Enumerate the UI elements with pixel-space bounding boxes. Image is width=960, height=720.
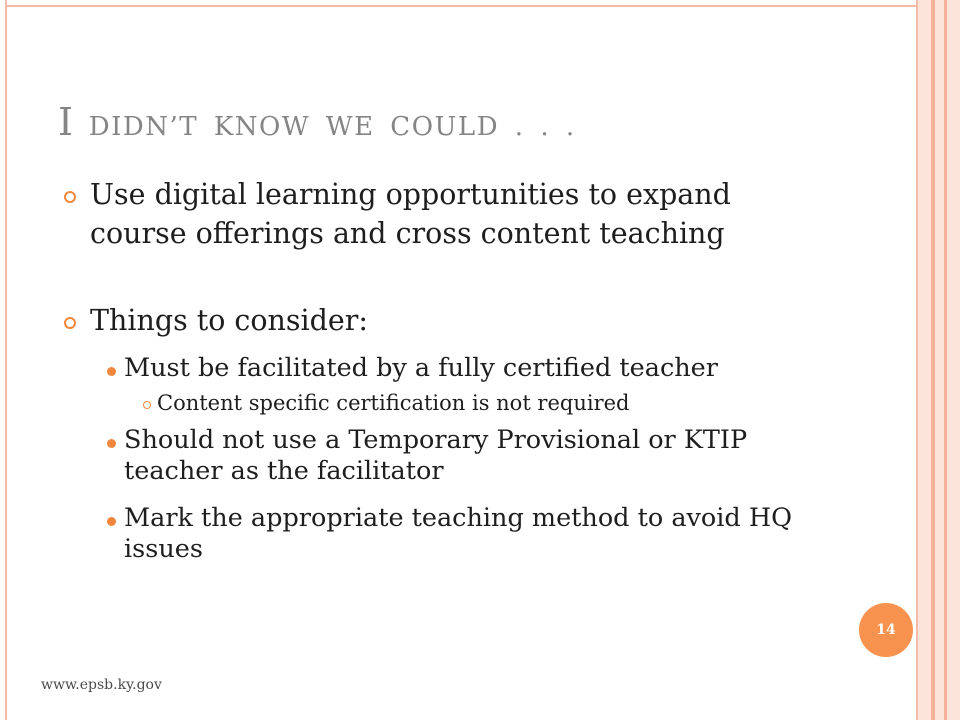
slide-number-badge: [859, 603, 913, 657]
bullet-item-level2: [124, 353, 718, 384]
footer-url: www.epsb.ky.gov: [41, 677, 162, 693]
bullet-text-line: Must be facilitated by a fully certified teacher: [124, 353, 718, 383]
bullet-item-level2: [124, 503, 792, 565]
right-border-stripe: [918, 0, 931, 720]
bullet-text-line: Should not use a Temporary Provisional or KTIP: [124, 425, 748, 455]
bullet-item-level1: [90, 175, 731, 253]
frame-top-line: [5, 5, 918, 7]
hollow-circle-bullet-icon: [143, 401, 151, 409]
right-border-stripe: [935, 0, 944, 720]
slide-title: I DIDN’T KNOW WE COULD . . .: [58, 100, 576, 144]
bullet-text-line: Content specific certification is not required: [157, 391, 630, 415]
filled-circle-bullet-icon: [107, 517, 116, 526]
frame-left-line: [5, 0, 7, 720]
bullet-text-line: course offerings and cross content teaching: [90, 217, 725, 250]
hollow-circle-bullet-icon: [64, 191, 76, 203]
filled-circle-bullet-icon: [107, 439, 116, 448]
filled-circle-bullet-icon: [107, 367, 116, 376]
bullet-text-line: teacher as the facilitator: [124, 456, 444, 486]
slide-number: 14: [876, 622, 896, 638]
bullet-text-line: Use digital learning opportunities to expand: [90, 178, 731, 211]
bullet-text-line: Mark the appropriate teaching method to avoid HQ: [124, 503, 793, 533]
bullet-text-line: issues: [124, 534, 203, 564]
right-border-stripe: [947, 0, 960, 720]
bullet-item-level3: [157, 390, 630, 416]
bullet-text-line: Things to consider:: [90, 304, 368, 337]
hollow-circle-bullet-icon: [64, 317, 76, 329]
bullet-item-level1: [90, 301, 368, 340]
bullet-item-level2: [124, 425, 747, 487]
